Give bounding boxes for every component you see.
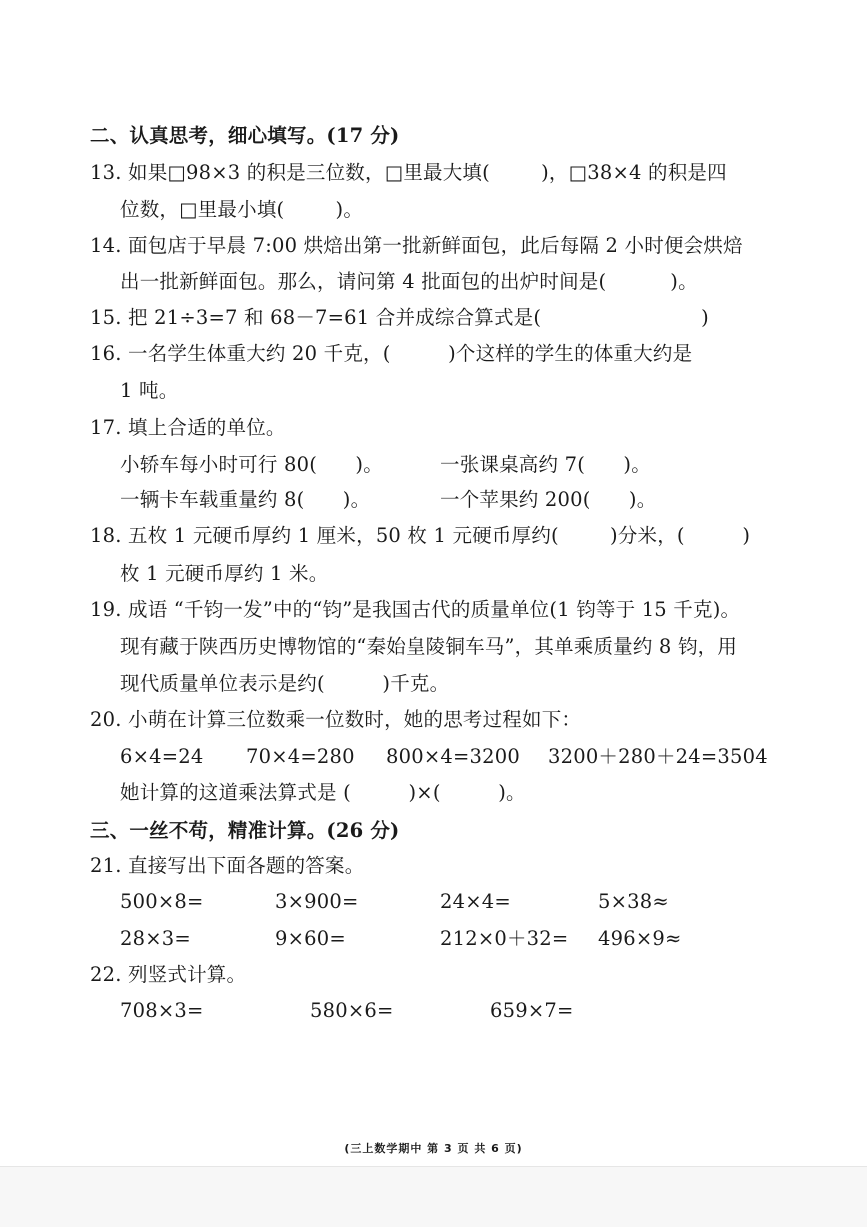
question-16-line-1: 16. 一名学生体重大约 20 千克，( )个这样的学生的体重大约是 [90, 342, 693, 365]
section-2-heading: 二、认真思考，细心填写。(17 分) [90, 124, 400, 147]
question-17-item-d: 一个苹果约 200( )。 [440, 488, 657, 511]
question-22-line-1: 22. 列竖式计算。 [90, 963, 247, 986]
question-19-line-1: 19. 成语 “千钧一发”中的“钧”是我国古代的质量单位(1 钧等于 15 千克)。 [90, 598, 741, 621]
question-19-line-3: 现代质量单位表示是约( )千克。 [120, 672, 450, 695]
question-21-item: 28×3= [120, 927, 191, 950]
question-21-item: 5×38≈ [598, 890, 669, 913]
question-18-line-1: 18. 五枚 1 元硬币厚约 1 厘米，50 枚 1 元硬币厚约( )分米，( ) [90, 524, 751, 547]
question-22-item: 708×3= [120, 999, 204, 1022]
question-20-line-1: 20. 小萌在计算三位数乘一位数时，她的思考过程如下： [90, 708, 582, 731]
question-15-line-1: 15. 把 21÷3=7 和 68－7=61 合并成综合算式是( ) [90, 306, 709, 329]
question-16-line-2: 1 吨。 [120, 379, 179, 402]
question-20-line-3: 她计算的这道乘法算式是 ( )×( )。 [120, 781, 526, 804]
question-19-line-2: 现有藏于陕西历史博物馆的“秦始皇陵铜车马”，其单乘质量约 8 钧，用 [120, 635, 738, 658]
question-21-item: 500×8= [120, 890, 204, 913]
section-3-heading: 三、一丝不苟，精准计算。(26 分) [90, 819, 400, 842]
question-17-line-1: 17. 填上合适的单位。 [90, 416, 286, 439]
question-21-item: 9×60= [275, 927, 346, 950]
question-17-item-c: 一辆卡车载重量约 8( )。 [120, 488, 371, 511]
question-17-item-a: 小轿车每小时可行 80( )。 [120, 453, 383, 476]
question-21-item: 496×9≈ [598, 927, 682, 950]
question-20-step-3: 800×4=3200 [386, 745, 520, 768]
question-17-item-b: 一张课桌高约 7( )。 [440, 453, 651, 476]
question-21-item: 212×0＋32= [440, 927, 569, 950]
question-14-line-2: 出一批新鲜面包。那么，请问第 4 批面包的出炉时间是( )。 [120, 270, 698, 293]
question-14-line-1: 14. 面包店于早晨 7:00 烘焙出第一批新鲜面包，此后每隔 2 小时便会烘焙 [90, 234, 743, 257]
question-20-step-4: 3200＋280＋24=3504 [548, 745, 768, 768]
page-footer: (三上数学期中 第 3 页 共 6 页) [344, 1142, 523, 1155]
bottom-band [0, 1166, 867, 1227]
question-22-item: 580×6= [310, 999, 394, 1022]
question-13-line-2: 位数，□里最小填( )。 [120, 198, 364, 221]
question-13-line-1: 13. 如果□98×3 的积是三位数，□里最大填( )，□38×4 的积是四 [90, 161, 727, 184]
question-22-item: 659×7= [490, 999, 574, 1022]
question-21-line-1: 21. 直接写出下面各题的答案。 [90, 854, 365, 877]
question-21-item: 24×4= [440, 890, 511, 913]
question-20-step-2: 70×4=280 [246, 745, 355, 768]
question-20-step-1: 6×4=24 [120, 745, 204, 768]
question-18-line-2: 枚 1 元硬币厚约 1 米。 [120, 562, 329, 585]
question-21-item: 3×900= [275, 890, 359, 913]
